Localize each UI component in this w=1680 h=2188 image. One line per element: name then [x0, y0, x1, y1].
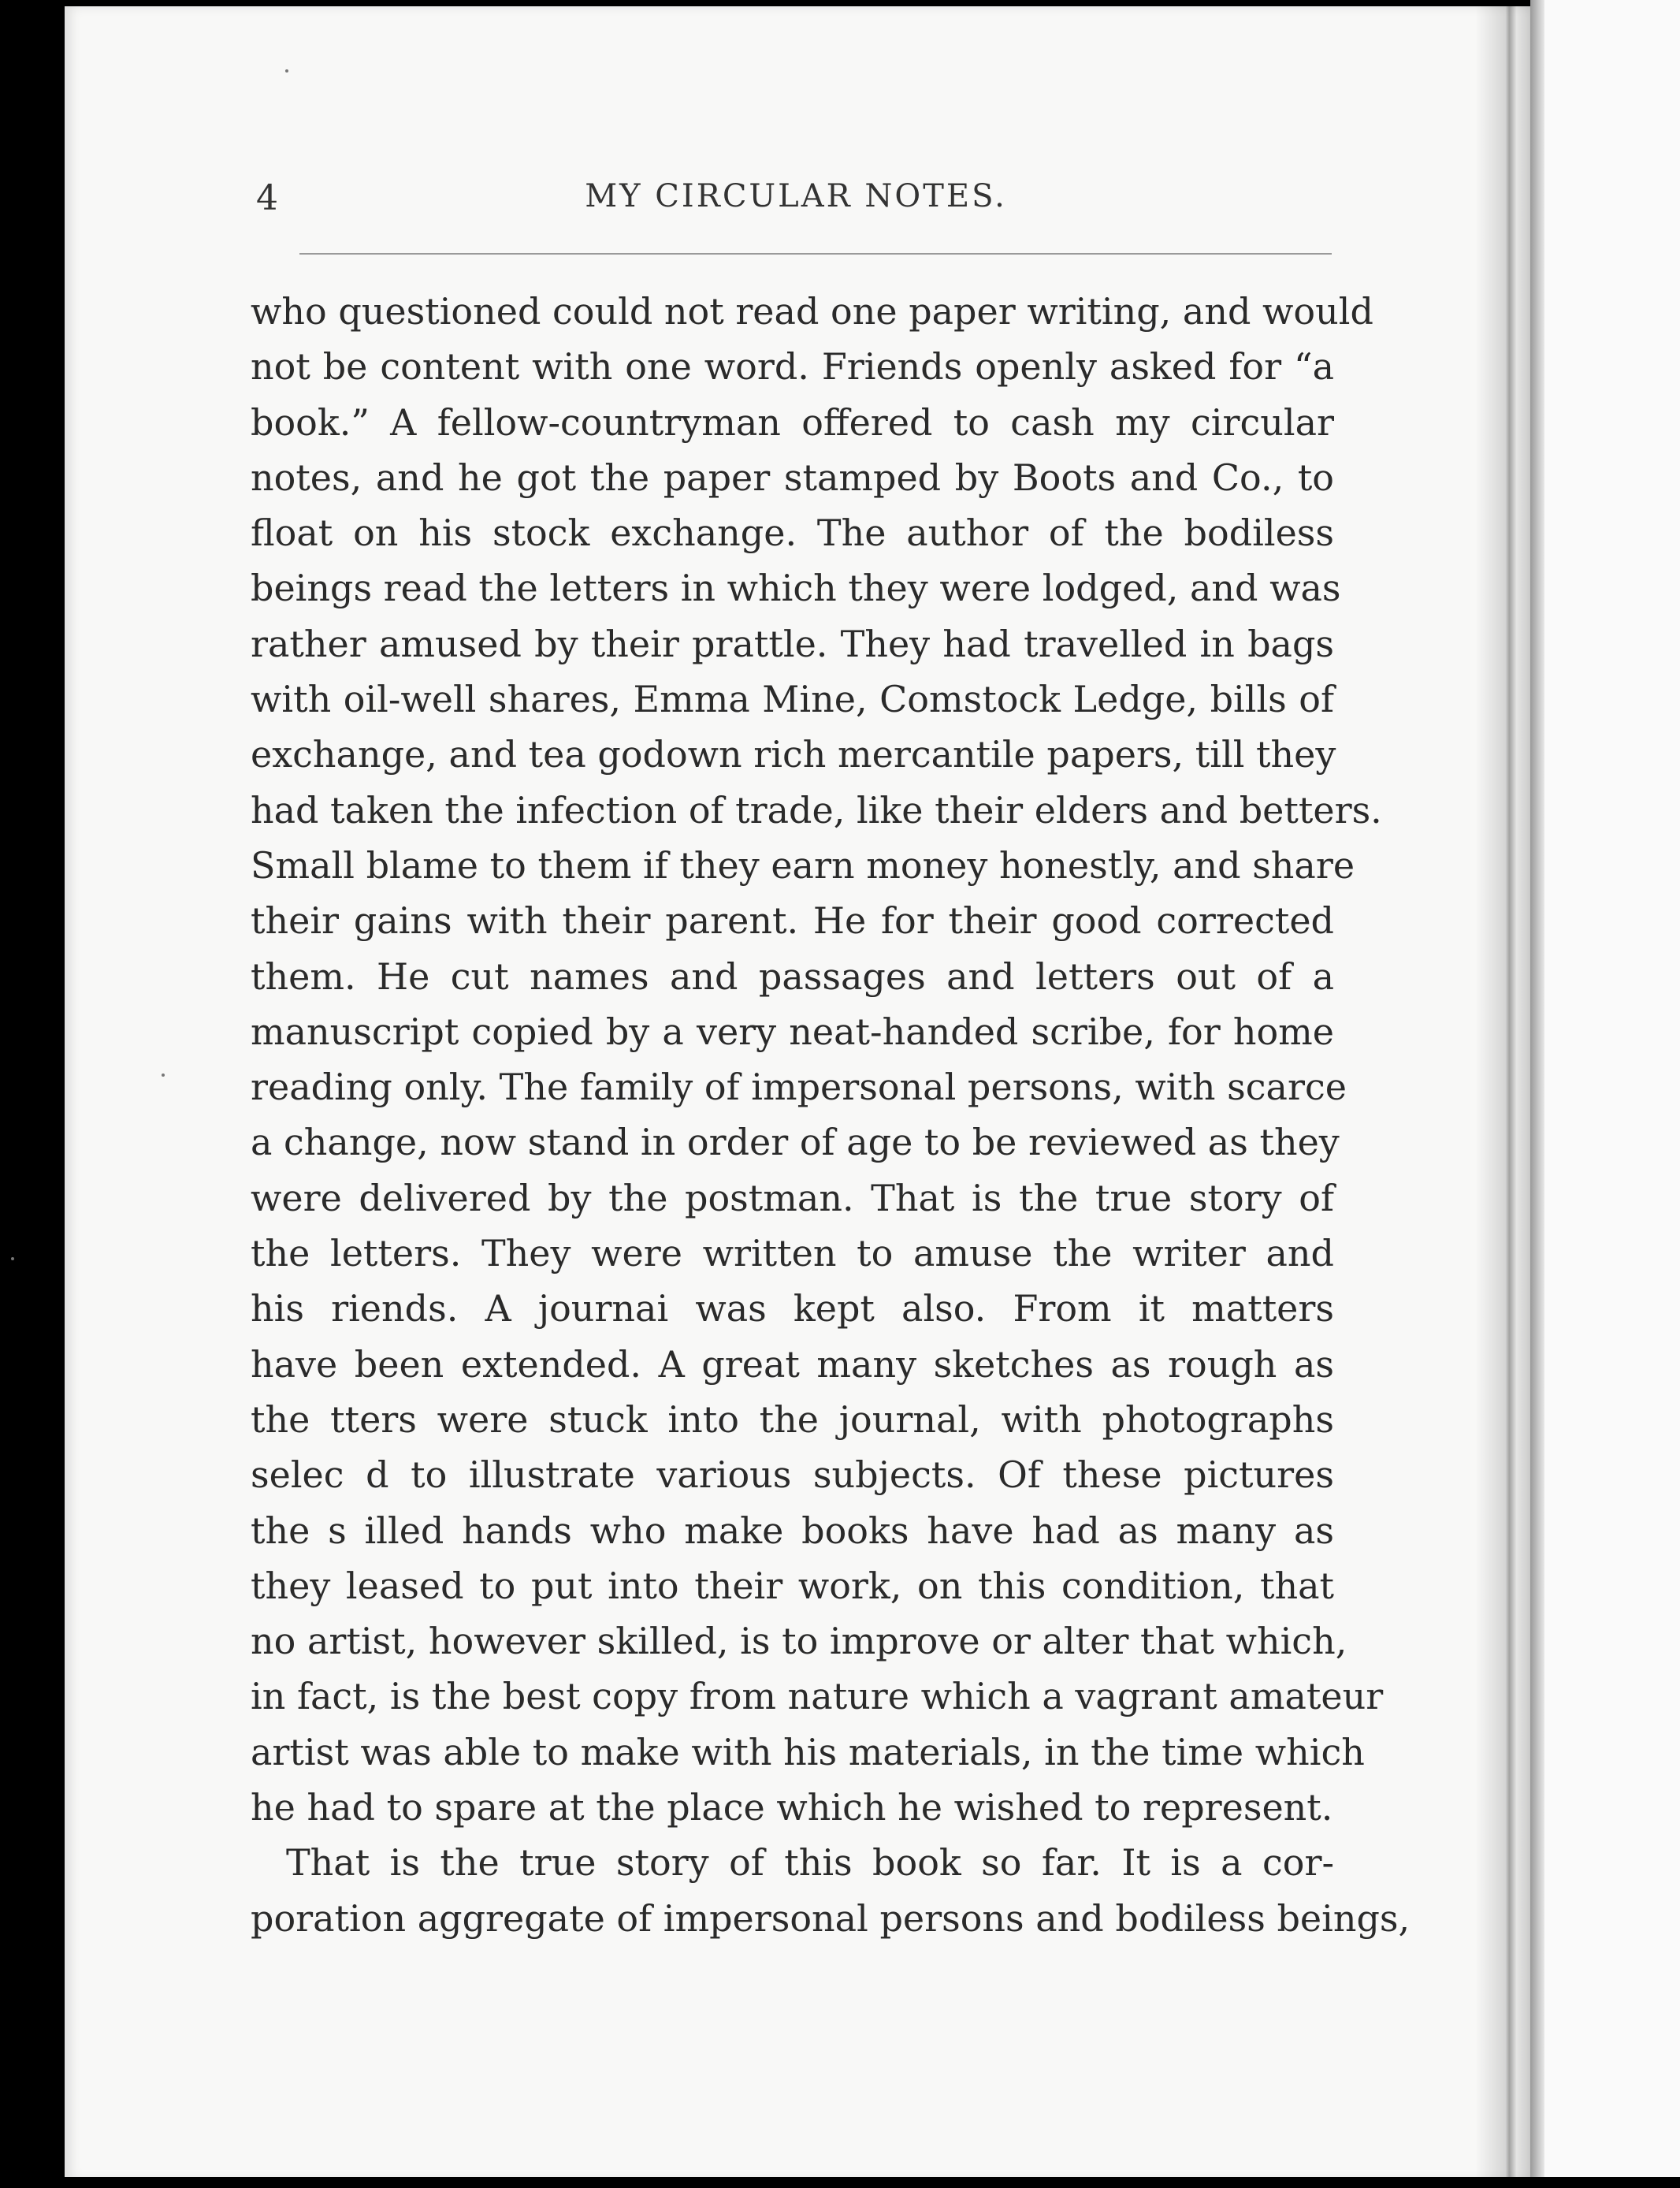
scan-border-left: [0, 0, 65, 2188]
text-line: the letters. They were written to amuse the writer and: [251, 1232, 1334, 1275]
text-line: in fact, is the best copy from nature which a vagrant amateur: [251, 1675, 1384, 1718]
page-number: 4: [256, 178, 278, 218]
page-gutter-shadow: [1475, 6, 1530, 2180]
text-line: That is the true story of this book so far. It is a cor-: [286, 1841, 1334, 1885]
text-line: the s illed hands who make books have had as many as: [251, 1509, 1334, 1552]
text-line: their gains with their parent. He for their good corrected: [251, 899, 1334, 943]
text-line: Small blame to them if they earn money honestly, and share: [251, 843, 1355, 887]
text-line: exchange, and tea godown rich mercantile papers, till they: [251, 733, 1336, 776]
page-fold-shadow: [1530, 0, 1544, 2188]
running-head: MY CIRCULAR NOTES.: [585, 178, 1007, 214]
adjacent-page-edge: [1530, 0, 1680, 2188]
body-text: [251, 284, 1411, 1946]
text-line: float on his stock exchange. The author of the bodiless: [251, 512, 1334, 555]
text-line: the tters were stuck into the journal, with photographs: [251, 1397, 1334, 1441]
text-line: no artist, however skilled, is to improve or alter that which,: [251, 1620, 1347, 1663]
text-line: manuscript copied by a very neat-handed scribe, for home: [251, 1010, 1334, 1053]
text-line: rather amused by their prattle. They had travelled in bags: [251, 622, 1334, 665]
text-line: reading only. The family of impersonal persons, with scarce: [251, 1066, 1347, 1109]
text-line: poration aggregate of impersonal persons and bodiless beings,: [251, 1896, 1411, 1940]
scan-speck: [11, 1257, 14, 1260]
header-rule: [299, 253, 1332, 255]
text-line: selec d to illustrate various subjects. Of these pictures: [251, 1453, 1334, 1497]
text-line: artist was able to make with his materials, in the time which: [251, 1730, 1365, 1773]
page-header: [256, 178, 1336, 233]
text-line: notes, and he got the paper stamped by Boots and Co., to: [251, 456, 1334, 499]
scan-speck: [162, 1074, 165, 1077]
text-line: book.” A fellow-countryman offered to cash my circular: [251, 400, 1334, 444]
text-line: they leased to put into their work, on this condition, that: [251, 1564, 1334, 1607]
scan-speck: [285, 69, 288, 73]
scan-border-bottom: [0, 2177, 1680, 2188]
text-line: with oil-well shares, Emma Mine, Comstock Ledge, bills of: [251, 678, 1334, 721]
text-line: he had to spare at the place which he wished to represent.: [251, 1786, 1333, 1829]
text-line: them. He cut names and passages and letters out of a: [251, 954, 1334, 998]
text-line: beings read the letters in which they were lodged, and was: [251, 567, 1341, 610]
text-line: his riends. A journai was kept also. From it matters: [251, 1287, 1334, 1330]
text-line: who questioned could not read one paper writing, and would: [251, 290, 1373, 333]
text-line: not be content with one word. Friends openly asked for “a: [251, 345, 1334, 389]
text-line: a change, now stand in order of age to be reviewed as they: [251, 1121, 1340, 1164]
text-line: have been extended. A great many sketches as rough as: [251, 1342, 1334, 1386]
text-line: had taken the infection of trade, like their elders and betters.: [251, 788, 1382, 832]
text-line: were delivered by the postman. That is the true story of: [251, 1176, 1334, 1219]
